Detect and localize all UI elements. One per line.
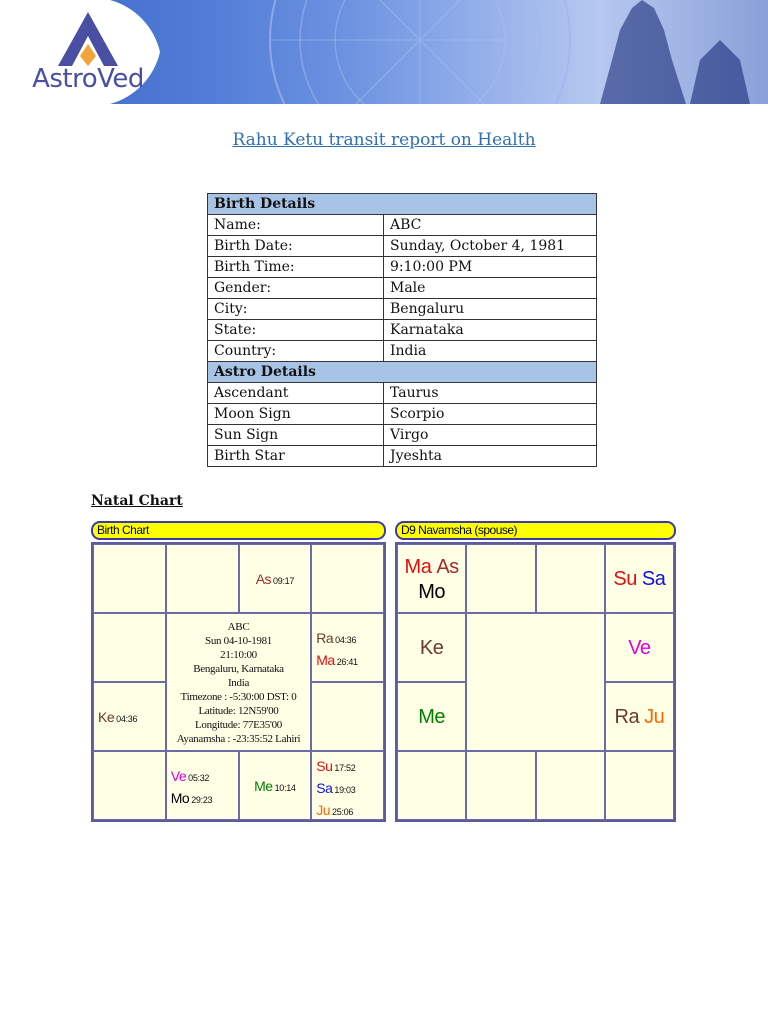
table-row (208, 425, 597, 446)
planet-degree: 17:52 (334, 763, 356, 773)
table-row (208, 215, 597, 236)
planet-abbr: Ra (614, 706, 640, 728)
detail-label: Sun Sign (208, 425, 384, 446)
planet-entry (606, 636, 673, 661)
detail-value: Male (384, 278, 597, 299)
planet-abbr: As (436, 556, 459, 578)
planet-abbr: Ju (316, 802, 331, 818)
planet-degree: 09:17 (273, 576, 295, 586)
birth-details-table (207, 193, 597, 467)
chart-house-cell (93, 682, 166, 751)
chart-center (166, 613, 312, 751)
planet-abbr: Su (613, 568, 637, 590)
planet-abbr: Mo (418, 581, 446, 603)
header-banner (0, 0, 768, 104)
planet-entry (316, 628, 357, 650)
detail-label: Gender: (208, 278, 384, 299)
center-info-line: 21:10:00 (220, 649, 257, 661)
report-title: Rahu Ketu transit report on Health (232, 130, 536, 150)
planet-degree: 04:36 (335, 635, 357, 645)
center-info-line: Timezone : -5:30:00 DST: 0 (180, 691, 297, 703)
chart-house-cell (239, 751, 312, 820)
chart-house-cell (605, 544, 674, 613)
table-row (208, 383, 597, 404)
detail-value: 9:10:00 PM (384, 257, 597, 278)
detail-value: Bengaluru (384, 299, 597, 320)
planet-abbr: As (255, 571, 272, 587)
birth-chart-title: Birth Chart (91, 521, 386, 540)
chart-center (466, 613, 605, 751)
detail-label: Birth Star (208, 446, 384, 467)
planet-abbr: Ma (316, 652, 335, 668)
detail-label: Ascendant (208, 383, 384, 404)
planet-abbr: Ke (98, 709, 115, 725)
chart-house-cell (311, 751, 384, 820)
chart-house-cell (536, 544, 605, 613)
planet-abbr: Ve (628, 637, 651, 659)
planet-entry (171, 788, 212, 810)
chart-house-cell (397, 613, 466, 682)
astroved-logo[interactable] (0, 0, 160, 104)
chart-house-cell (397, 544, 466, 613)
planet-entry (316, 650, 357, 672)
planet-entry (398, 580, 465, 605)
detail-label: State: (208, 320, 384, 341)
planet-abbr: Ve (170, 768, 187, 784)
detail-label: Birth Date: (208, 236, 384, 257)
detail-label: Name: (208, 215, 384, 236)
planet-entry (398, 636, 465, 661)
detail-label: Birth Time: (208, 257, 384, 278)
detail-value: ABC (384, 215, 597, 236)
planet-degree: 19:03 (334, 785, 356, 795)
birth-chart-grid (91, 542, 386, 822)
planet-entry (398, 555, 465, 580)
brand-name: AstroVed (32, 64, 144, 94)
detail-label: City: (208, 299, 384, 320)
planet-abbr: Me (418, 706, 446, 728)
table-row (208, 299, 597, 320)
astro-details-heading: Astro Details (208, 362, 597, 383)
planet-entry (171, 766, 212, 788)
planet-abbr: Me (254, 778, 273, 794)
center-info-line: Bengaluru, Karnataka (193, 663, 284, 675)
center-info-line: India (227, 677, 250, 689)
table-row (208, 404, 597, 425)
planet-degree: 05:32 (188, 773, 210, 783)
chart-house-cell (397, 751, 466, 820)
planet-entry (98, 707, 165, 729)
planet-abbr: Sa (316, 780, 333, 796)
chart-house-cell (93, 613, 166, 682)
detail-value: Karnataka (384, 320, 597, 341)
chart-house-cell (311, 544, 384, 613)
center-info-line: Ayanamsha : -23:35:52 Lahiri (176, 733, 301, 745)
chart-house-cell (93, 544, 166, 613)
planet-degree: 10:14 (274, 783, 296, 793)
chart-house-cell (605, 613, 674, 682)
navamsha-chart-grid (395, 542, 676, 822)
table-row (208, 341, 597, 362)
planet-abbr: Ju (644, 706, 665, 728)
detail-value: Scorpio (384, 404, 597, 425)
table-row (208, 257, 597, 278)
planet-degree: 26:41 (336, 657, 358, 667)
chart-house-cell (605, 682, 674, 751)
chart-house-cell (466, 544, 535, 613)
planet-entry (316, 778, 355, 800)
detail-value: Jyeshta (384, 446, 597, 467)
chart-house-cell (311, 613, 384, 682)
planet-abbr: Ke (419, 637, 444, 659)
planet-entry (606, 705, 673, 730)
detail-value: Taurus (384, 383, 597, 404)
navamsha-chart-title: D9 Navamsha (spouse) (395, 521, 676, 540)
planet-entry (240, 569, 311, 591)
planet-entry (316, 800, 355, 822)
planet-entry (398, 705, 465, 730)
table-row (208, 278, 597, 299)
table-row (208, 320, 597, 341)
chart-house-cell (239, 544, 312, 613)
planet-entry (316, 756, 355, 778)
center-info-line: Sun 04-10-1981 (205, 635, 272, 647)
chart-house-cell (397, 682, 466, 751)
planet-degree: 25:06 (332, 807, 354, 817)
center-info-line: Latitude: 12N59'00 (198, 705, 279, 717)
planet-entry (606, 567, 673, 592)
chart-house-cell (466, 751, 535, 820)
chart-house-cell (93, 751, 166, 820)
center-info-line: Longitude: 77E35'00 (194, 719, 283, 731)
birth-chart-center-info (167, 620, 311, 746)
planet-degree: 29:23 (191, 795, 213, 805)
center-info-line: ABC (227, 621, 250, 633)
chart-house-cell (311, 682, 384, 751)
planet-abbr: Ra (316, 630, 334, 646)
planet-degree: 04:36 (116, 714, 138, 724)
detail-value: Virgo (384, 425, 597, 446)
chart-house-cell (166, 751, 239, 820)
table-row (208, 446, 597, 467)
detail-label: Country: (208, 341, 384, 362)
planet-abbr: Mo (170, 790, 190, 806)
planet-abbr: Sa (641, 568, 666, 590)
detail-label: Moon Sign (208, 404, 384, 425)
planet-abbr: Su (316, 758, 333, 774)
chart-house-cell (166, 544, 239, 613)
chart-house-cell (536, 751, 605, 820)
birth-details-heading: Birth Details (208, 194, 597, 215)
detail-value: Sunday, October 4, 1981 (384, 236, 597, 257)
detail-value: India (384, 341, 597, 362)
natal-chart-heading: Natal Chart (91, 493, 183, 509)
planet-abbr: Ma (404, 556, 432, 578)
chart-house-cell (605, 751, 674, 820)
table-row (208, 236, 597, 257)
planet-entry (240, 776, 311, 798)
